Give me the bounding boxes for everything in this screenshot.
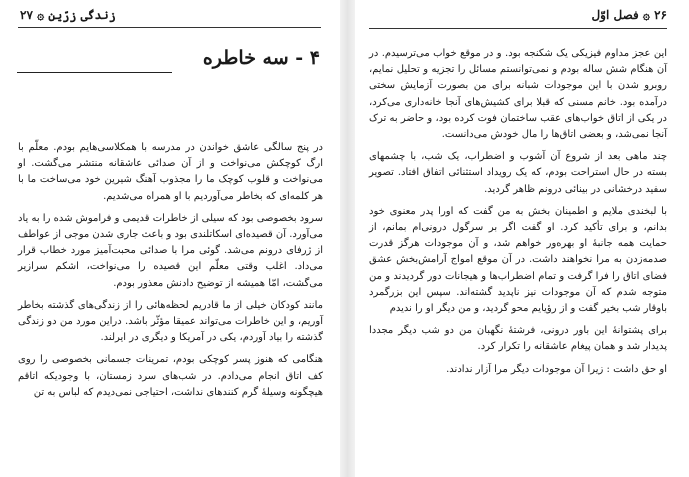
right-running-head: ۲۶ ۞ فصل اوّل	[591, 8, 667, 22]
right-body-text	[369, 46, 667, 384]
left-header-rule	[18, 27, 321, 28]
right-paragraph-5: او حق داشت : زیرا آن موجودات دیگر مرا آزار ندادند.	[446, 363, 667, 375]
left-body-text	[18, 140, 323, 407]
left-paragraph-4: هنگامی که هنوز پسر کوچکی بودم، تمرینات جسمانی بخصوصی را روی کف اتاق انجام می‌دادم. در شب‌های سرد زمستان، با وجودیکه اتاقم هیچگونه وسیلهٔ گرم کنندهای نداشت، احتیاجی نمی‌دیدم که لباس به تن	[18, 354, 323, 398]
right-paragraph-4: برای پشتوانهٔ این باور درونی، فرشتهٔ نگهبان من دو شب دیگر مجددا پدیدار شد و همان پیغام عاشقانه را تکرار کرد.	[369, 325, 667, 353]
left-page	[0, 0, 340, 477]
chapter-title-underline	[17, 72, 172, 73]
right-paragraph-3: با لبخندی ملایم و اطمینان بخش به من گفت که اورا پدر معنوی خود بدانم، و برای تأکید کرد. او گفت اگر بر سرگول درونی‌ام بمانم، از حمایت همه جانبهٔ او بهره‌ور خواهم شد، و آن موجودات هرگز قدرت صدمه‌زدن به مرا نخواهند داشت. در آن موقع امواج آرامش‌بخش عشق فضای اتاق را فرا گرفت و تمام اضطراب‌ها و هیجانات دور گردیدند و من متوجه شدم که آن موجودات نیز ناپدید گشته‌اند. سپس این بزرگمرد باوقار شب بخیر گفت و از رؤیایم محو گردید، و من دیگر او را ندیدم	[369, 205, 667, 315]
left-paragraph-2: سرود بخصوصی بود که سیلی از خاطرات قدیمی و فراموش شده را به یاد می‌آورد. آن قصیده‌ای اسکاتلندی بود و باعث جاری شدن موجی از عواطف از ژرفای درونم می‌شد. گوئی مرا با صدائی محبت‌آمیز مورد خطاب قرار می‌داد. اغلب وقتی معلّم این قصیده را می‌نواخت، اشکم سرازیر می‌گشت، امّا همیشه از توضیح دادنش معذور بودم.	[18, 212, 323, 289]
left-paragraph-1: در پنج سالگی عاشق خواندن در مدرسه با همکلاسی‌هایم بودم. معلّم با ارگ کوچکش می‌نواخت و از آن صدائی عاشقانه منتشر می‌گشت. او می‌نواخت و قلوب کوچک ما را مجذوب آهنگ شیرین خود می‌ساخت ما با هر کلمه‌ای که بخاطر می‌آوردیم با او همراه می‌شدیم.	[18, 142, 323, 202]
right-page	[355, 0, 689, 477]
left-paragraph-3: مانند کودکان خیلی از ما قادریم لحظه‌هائی را از زندگی‌های گذشته بخاطر آوریم، و این خاطرات می‌تواند عمیقا مؤثّر باشد. دراین مورد من دو زندگی گذشته را بیاد آوردم، یکی در آمریکا و دیگری در ایرلند.	[18, 299, 323, 344]
right-paragraph-1: این عجز مداوم فیزیکی یک شکنجه بود. و در موقع خواب می‌ترسیدم. در آن هنگام شش ساله بودم و نمی‌توانستم مسائل را تجزیه و تحلیل نمایم، روبرو شدن با این موجودات شبانه برای من بصورت آزمایش سختی درآمده بود. خانم مسنی که قبلا برای کشیش‌های آنجا خانه‌داری می‌کرد، در یکی از اتاق خواب‌های عقب ساختمان فوت کرده بود، و حاضر به ترک آنجا نمی‌شد، و بعضی اتاق‌ها را مال خودش می‌دانست.	[369, 48, 667, 141]
right-paragraph-2: چند ماهی بعد از شروع آن آشوب و اضطراب، یک شب، با چشمهای بسته در حال استراحت بودم، که یک رویداد استثنائی اتفاق افتاد. تصویر سفید درخشانی در بینائی درونم ظاهر گردید.	[369, 151, 667, 195]
chapter-title: ۴ - سه خاطره	[202, 47, 320, 69]
book-gutter	[340, 0, 355, 477]
left-running-head: زندگی زرّین ۞ ۲۷	[20, 8, 116, 22]
right-header-rule	[369, 28, 667, 29]
